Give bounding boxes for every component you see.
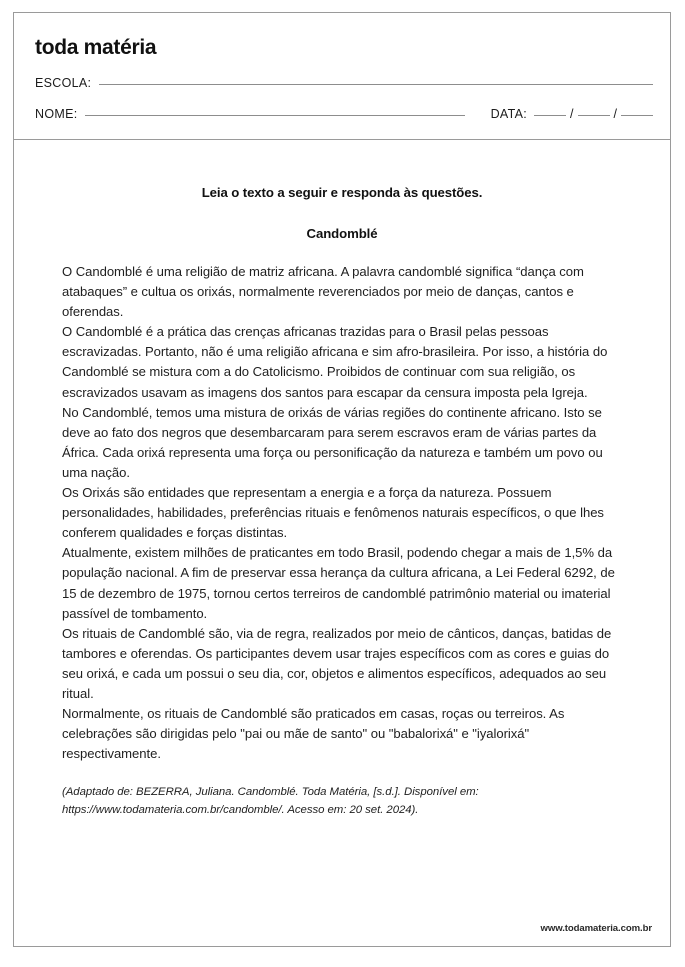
escola-label: ESCOLA: <box>35 76 92 90</box>
data-month-input-line[interactable] <box>578 114 610 116</box>
data-label: DATA: <box>490 107 528 121</box>
paragraph: Normalmente, os rituais de Candomblé são praticados em casas, roças ou terreiros. As celebrações são dirigidas pelo "pai ou mãe de santo" ou "babalorixá" e "iyalorixá" respectivamente. <box>62 706 565 762</box>
footer-website-url: www.todamateria.com.br <box>540 923 652 934</box>
paragraph: Atualmente, existem milhões de praticantes em todo Brasil, podendo chegar a mais de 1,5% da população nacional. A fim de preservar essa herança da cultura africana, a Lei Federal 6292, de 15 de dezembro de 1975, tornou certos terreiros de candomblé patrimônio material ou imaterial passível de tombamento. <box>62 545 615 621</box>
data-field-group <box>491 107 653 121</box>
nome-input-line[interactable] <box>85 114 464 116</box>
data-year-input-line[interactable] <box>621 114 653 116</box>
data-day-input-line[interactable] <box>534 114 566 116</box>
brand-logo: toda matéria <box>35 36 157 59</box>
paragraph: O Candomblé é a prática das crenças africanas trazidas para o Brasil pelas pessoas escravizadas. Portanto, não é uma religião africana e sim afro-brasileira. Por isso, a história do Candomblé se mistura com a do Catolicismo. Proibidos de continuar com sua religião, os escravizados usavam as imagens dos santos para escapar da censura imposta pela Igreja. <box>62 324 608 400</box>
escola-input-line[interactable] <box>99 83 653 85</box>
paragraph: Os Orixás são entidades que representam a energia e a força da natureza. Possuem personalidades, habilidades, preferências rituais e fenômenos naturais específicos, o que lhes conferem qualidades e forças distintas. <box>62 485 604 541</box>
date-separator-2: / <box>613 107 617 121</box>
escola-field-row <box>35 76 653 90</box>
source-citation: (Adaptado de: BEZERRA, Juliana. Candomblé. Toda Matéria, [s.d.]. Disponível em: https://www.todamateria.com.br/candomble/. Acesso em: 20 set. 2024). <box>62 786 479 816</box>
worksheet-header <box>14 13 670 140</box>
worksheet-body <box>14 185 670 819</box>
reading-text-title: Candomblé <box>306 226 378 241</box>
paragraph: O Candomblé é uma religião de matriz africana. A palavra candomblé significa “dança com atabaques” e cultua os orixás, normalmente reverenciados por meio de danças, cantos e oferendas. <box>62 264 584 320</box>
nome-field-row <box>35 107 653 121</box>
instruction-text: Leia o texto a seguir e responda às questões. <box>201 185 483 200</box>
date-separator-1: / <box>570 107 574 121</box>
nome-label: NOME: <box>35 107 78 121</box>
reading-text <box>62 262 623 764</box>
worksheet-page <box>13 12 671 947</box>
paragraph: No Candomblé, temos uma mistura de orixás de várias regiões do continente africano. Isto se deve ao fato dos negros que desembarcaram para serem escravos eram de várias partes da África. Cada orixá representa uma força ou personificação da natureza e também um povo ou uma nação. <box>62 404 603 480</box>
paragraph: Os rituais de Candomblé são, via de regra, realizados por meio de cânticos, danças, batidas de tambores e oferendas. Os participantes devem usar trajes específicos com as cores e guias do seu orixá, e cada um possui o seu dia, cor, objetos e alimentos específicos, adequados ao seu ritual. <box>62 625 612 701</box>
